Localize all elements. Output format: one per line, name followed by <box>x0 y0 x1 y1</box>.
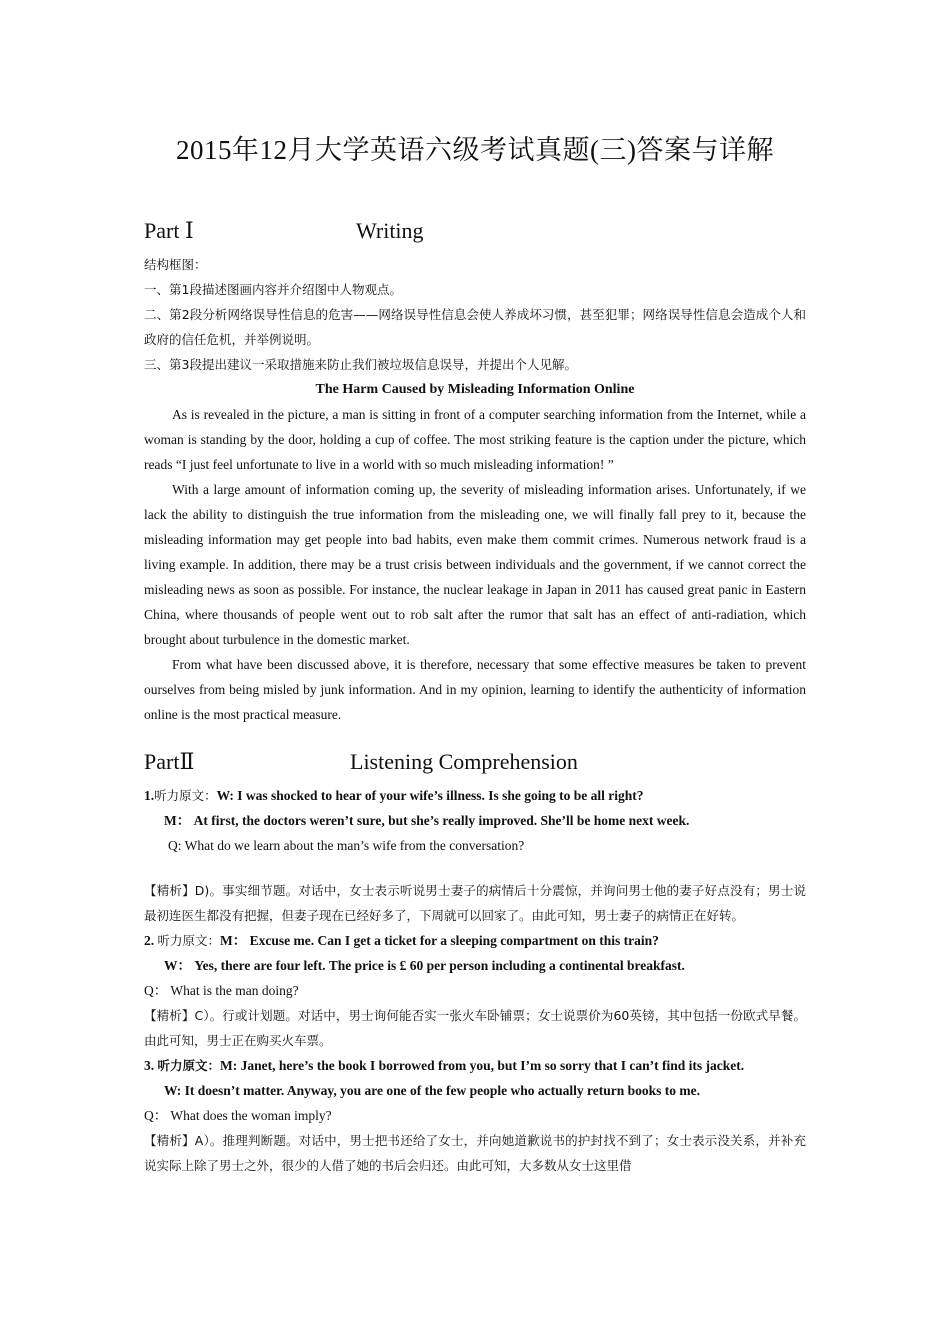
part-two-heading <box>144 747 806 777</box>
q1-label: 听力原文： <box>154 788 217 803</box>
outline-heading: 结构框图： <box>144 257 207 272</box>
part-two-name: Listening Comprehension <box>350 749 578 774</box>
q2-question: Q： What is the man doing? <box>144 983 299 998</box>
q2-woman-text: Yes, there are four left. The price is £ 60 per person including a continental breakfast. <box>194 958 685 973</box>
q3-question: Q： What does the woman imply? <box>144 1108 332 1123</box>
q3-man-text: M: Janet, here’s the book I borrowed from you, but I’m so sorry that I can’t find its jacket. <box>220 1058 745 1073</box>
q1-man-text: At first, the doctors weren’t sure, but she’s really improved. She’ll be home next week. <box>193 813 690 828</box>
q2-label: 听力原文： <box>157 933 221 948</box>
q3-woman-line: W: It doesn’t matter. Anyway, you are one of the few people who actually return books to me. <box>164 1083 700 1098</box>
q1-man-line <box>144 808 806 833</box>
outline-item: 三、第3段提出建议一采取措施来防止我们被垃圾信息误导，并提出个人见解。 <box>144 357 577 372</box>
q1-woman-text: W: I was shocked to hear of your wife’s illness. Is she going to be all right? <box>216 788 644 803</box>
q3-man-line <box>144 1053 806 1078</box>
q1-woman-line <box>144 783 806 808</box>
part-one-number: Part Ⅰ <box>144 218 194 243</box>
q2-man-line <box>144 928 806 953</box>
part-two-number: PartⅡ <box>144 749 195 774</box>
q1-analysis: 【精析】D)。事实细节题。对话中，女士表示听说男士妻子的病情后十分震惊，并询问男士他的妻子好点没有；男士说最初连医生都没有把握，但妻子现在已经好多了，下周就可以回家了。由此可知，男士妻子的病情正在好转。 <box>144 883 806 923</box>
part-one-heading <box>144 216 806 246</box>
essay-paragraph: From what have been discussed above, it is therefore, necessary that some effective measures be taken to prevent ourselves from being misled by junk information. And in my opinion, learning to identify the authenticity of information online is the most practical measure. <box>144 657 806 722</box>
q3-number: 3. <box>144 1058 155 1073</box>
page-title: 2015年12月大学英语六级考试真题(三)答案与详解 <box>176 135 774 165</box>
q3-analysis: 【精析】A）。推理判断题。对话中，男士把书还给了女士，并向她道歉说书的护封找不到了；女士表示没关系，并补充说实际上除了男士之外，很少的人借了她的书后会归还。由此可知，大多数从女士这里借 <box>144 1133 806 1173</box>
outline-item: 一、第1段描述图画内容并介绍图中人物观点。 <box>144 282 402 297</box>
q2-man-label: M： <box>220 933 247 948</box>
q1-man-label: M： <box>164 813 191 828</box>
q2-man-text: Excuse me. Can I get a ticket for a sleeping compartment on this train? <box>249 933 659 948</box>
essay-paragraph: With a large amount of information coming up, the severity of misleading information arises. Unfortunately, if we lack the ability to distinguish the true information from the misleading one, we will finally fall prey to it, because the misleading information may get people into bad habits, even make them commit crimes. Numerous network fraud is a living example. In addition, there may be a trust crisis between individuals and the government, if we cannot correct the misleading news as soon as possible. For instance, the nuclear leakage in Japan in 2011 has caused great panic in Eastern China, where thousands of people went out to rob salt after the rumor that salt has an effect of anti-radiation, which brought about turbulence in the domestic market. <box>144 482 806 647</box>
essay-title: The Harm Caused by Misleading Information Online <box>315 382 635 397</box>
document-page <box>144 128 806 1178</box>
q2-analysis: 【精析】C）。行或计划题。对话中，男士询何能否实一张火车卧铺票；女士说票价为60英镑，其中包括一份欧式早餐。由此可知，男士正在购买火车票。 <box>144 1008 806 1048</box>
essay-paragraph: As is revealed in the picture, a man is sitting in front of a computer searching information from the Internet, while a woman is standing by the door, holding a cup of coffee. The most striking feature is the caption under the picture, which reads “I just feel unfortunate to live in a world with so much misleading information! ” <box>144 407 806 472</box>
q3-label: 听力原文： <box>157 1058 221 1073</box>
q2-number: 2. <box>144 933 155 948</box>
part-one-name: Writing <box>356 218 424 243</box>
q2-woman-line <box>144 953 806 978</box>
outline-item: 二、第2段分析网络误导性信息的危害——网络误导性信息会使人养成坏习惯，甚至犯罪；网络误导性信息会造成个人和政府的信任危机，并举例说明。 <box>144 307 806 347</box>
q1-question: Q: What do we learn about the man’s wife from the conversation? <box>168 838 525 853</box>
q1-number: 1. <box>144 788 155 803</box>
q2-woman-label: W： <box>164 958 191 973</box>
